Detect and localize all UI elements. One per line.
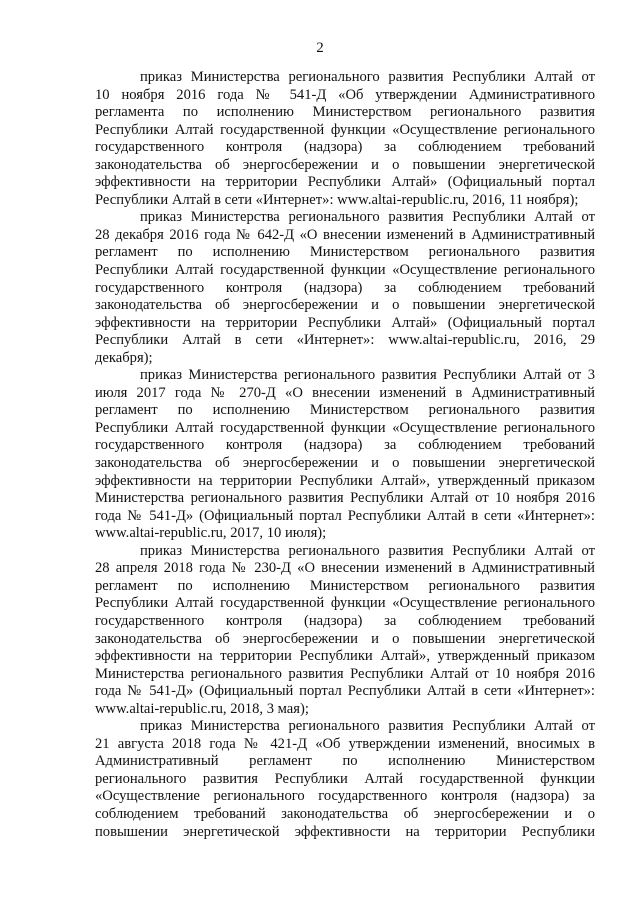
- text-line: 10 ноября 2016 года № 541-Д «Об утверждении Административного: [95, 86, 595, 103]
- paragraph: [95, 718, 595, 841]
- text-line: регламент по исполнению Министерством регионального развития: [95, 244, 595, 261]
- text-line: www.altai-republic.ru, 2017, 10 июля);: [95, 525, 327, 542]
- text-line: декабря);: [95, 349, 153, 366]
- text-line: законодательства об энергосбережении и о повышении энергетической: [95, 297, 595, 314]
- text-line: эффективности на территории Республики Алтай» (Официальный портал: [95, 314, 595, 331]
- text-line: 28 декабря 2016 года № 642-Д «О внесении изменений в Административный: [95, 226, 595, 243]
- text-line: www.altai-republic.ru, 2018, 3 мая);: [95, 700, 309, 717]
- text-line: Республики Алтай государственной функции «Осуществление регионального: [95, 121, 595, 138]
- text-line: Республики Алтай государственной функции «Осуществление регионального: [95, 419, 595, 436]
- text-line: Министерства регионального развития Республики Алтай от 10 ноября 2016: [95, 490, 595, 507]
- text-line: государственного контроля (надзора) за соблюдением требований: [95, 139, 595, 156]
- text-line: приказ Министерства регионального развития Республики Алтай от 3: [140, 367, 595, 384]
- text-line: государственного контроля (надзора) за соблюдением требований: [95, 279, 595, 296]
- text-line: 21 августа 2018 года № 421-Д «Об утверждении изменений, вносимых в: [95, 735, 595, 752]
- page-number: 2: [316, 40, 324, 56]
- text-line: приказ Министерства регионального развития Республики Алтай от: [140, 542, 595, 559]
- text-line: государственного контроля (надзора) за соблюдением требований: [95, 612, 595, 629]
- text-line: приказ Министерства регионального развития Республики Алтай от: [140, 718, 595, 735]
- text-line: приказ Министерства регионального развития Республики Алтай от: [140, 209, 595, 226]
- text-line: «Осуществление регионального государственного контроля (надзора) за: [95, 788, 595, 805]
- text-line: законодательства об энергосбережении и о повышении энергетической: [95, 156, 595, 173]
- text-line: повышении энергетической эффективности на территории Республики: [95, 823, 595, 840]
- text-line: законодательства об энергосбережении и о повышении энергетической: [95, 630, 595, 647]
- paragraph: [95, 69, 595, 209]
- text-line: государственного контроля (надзора) за соблюдением требований: [95, 437, 595, 454]
- text-line: приказ Министерства регионального развития Республики Алтай от: [140, 69, 595, 85]
- text-line: регламент по исполнению Министерством регионального развития: [95, 402, 595, 419]
- text-line: Республики Алтай в сети «Интернет»: www.altai-republic.ru, 2016, 29: [95, 332, 595, 349]
- text-line: регламента по исполнению Министерством регионального развития: [95, 104, 595, 121]
- text-line: Республики Алтай государственной функции «Осуществление регионального: [95, 262, 595, 279]
- text-line: Министерства регионального развития Республики Алтай от 10 ноября 2016: [95, 665, 595, 682]
- text-line: соблюдением требований законодательства об энергосбережении и о: [95, 805, 595, 822]
- text-line: эффективности на территории Республики Алтай», утвержденный приказом: [95, 472, 595, 489]
- paragraph: [95, 543, 595, 718]
- text-line: законодательства об энергосбережении и о повышении энергетической: [95, 455, 595, 472]
- text-line: Республики Алтай в сети «Интернет»: www.altai-republic.ru, 2016, 11 ноября);: [95, 191, 579, 208]
- text-line: года № 541-Д» (Официальный портал Республики Алтай в сети «Интернет»:: [95, 683, 595, 700]
- text-line: эффективности на территории Республики Алтай», утвержденный приказом: [95, 648, 595, 665]
- text-line: 28 апреля 2018 года № 230-Д «О внесении изменений в Административный: [95, 560, 595, 577]
- paragraph: [95, 209, 595, 367]
- document-body: [95, 69, 595, 841]
- text-line: регламент по исполнению Министерством регионального развития: [95, 577, 595, 594]
- text-line: года № 541-Д» (Официальный портал Республики Алтай в сети «Интернет»:: [95, 507, 595, 524]
- text-line: июля 2017 года № 270-Д «О внесении изменений в Административный: [95, 384, 595, 401]
- text-line: регионального развития Республики Алтай государственной функции: [95, 770, 595, 787]
- text-line: Административный регламент по исполнению Министерством: [95, 753, 595, 770]
- text-line: эффективности на территории Республики Алтай» (Официальный портал: [95, 174, 595, 191]
- paragraph: [95, 367, 595, 542]
- text-line: Республики Алтай государственной функции «Осуществление регионального: [95, 595, 595, 612]
